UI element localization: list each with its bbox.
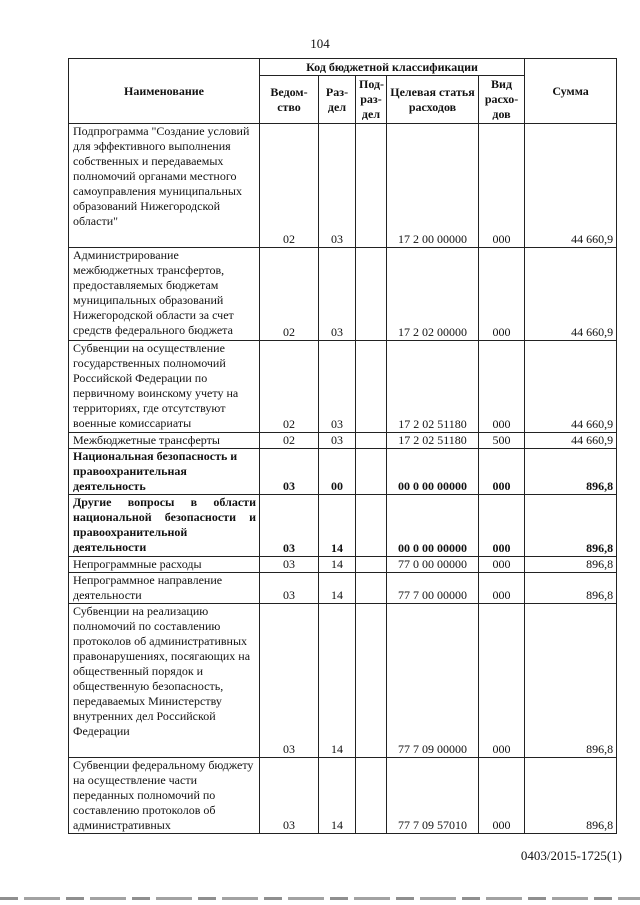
row-target-article: 77 0 00 00000 [387,557,479,573]
row-podrazdel [356,557,387,573]
row-name: Непрограммные расходы [69,557,260,573]
row-vedomstvo: 03 [260,449,319,495]
row-razdel: 14 [319,604,356,758]
table-row [69,495,617,557]
row-sum: 44 660,9 [525,341,617,433]
row-name: Другие вопросы в области национальной безопасности и правоохранительной деятельности [69,495,260,557]
row-name: Межбюджетные трансферты [69,433,260,449]
header-razdel: Раз-дел [319,76,356,124]
row-razdel: 14 [319,557,356,573]
header-name: Наименование [69,59,260,124]
row-expense-type: 000 [479,573,525,604]
row-razdel: 03 [319,248,356,341]
row-expense-type: 000 [479,758,525,834]
row-vedomstvo: 03 [260,495,319,557]
row-razdel: 03 [319,433,356,449]
row-sum: 44 660,9 [525,124,617,248]
row-razdel: 00 [319,449,356,495]
row-razdel: 14 [319,495,356,557]
row-vedomstvo: 02 [260,341,319,433]
scan-edge-artifact [0,897,640,900]
table-row [69,604,617,758]
row-name: Администрирование межбюджетных трансфертов, предоставляемых бюджетам муниципальных образований Нижегородской области за счет средств федерального бюджета [69,248,260,341]
row-target-article: 17 2 02 51180 [387,341,479,433]
row-vedomstvo: 03 [260,758,319,834]
budget-table [68,58,617,834]
row-name: Подпрограмма "Создание условий для эффективного выполнения собственных и передаваемых полномочий органами местного самоуправления муниципальных образований Нижегородской области" [69,124,260,248]
row-name: Субвенции на реализацию полномочий по составлению протоколов об административных правонарушениях, посягающих на общественный порядок и общественную безопасность, передаваемых Министерству внутренних дел Российской Федерации [69,604,260,758]
row-vedomstvo: 03 [260,604,319,758]
row-sum: 896,8 [525,495,617,557]
row-expense-type: 000 [479,449,525,495]
row-podrazdel [356,248,387,341]
row-podrazdel [356,573,387,604]
row-target-article: 00 0 00 00000 [387,449,479,495]
row-expense-type: 000 [479,604,525,758]
row-vedomstvo: 03 [260,557,319,573]
row-expense-type: 500 [479,433,525,449]
header-sum: Сумма [525,59,617,124]
row-sum: 44 660,9 [525,248,617,341]
header-classification-code: Код бюджетной классификации [260,59,525,76]
row-vedomstvo: 02 [260,248,319,341]
row-target-article: 17 2 00 00000 [387,124,479,248]
page-number: 104 [310,36,330,51]
row-expense-type: 000 [479,248,525,341]
row-podrazdel [356,604,387,758]
row-target-article: 00 0 00 00000 [387,495,479,557]
row-target-article: 17 2 02 51180 [387,433,479,449]
row-podrazdel [356,449,387,495]
row-name: Непрограммное направление деятельности [69,573,260,604]
row-podrazdel [356,341,387,433]
row-vedomstvo: 02 [260,433,319,449]
row-name: Субвенции на осуществление государственных полномочий Российской Федерации по первичному воинскому учету на территориях, где отсутствуют военные комиссариаты [69,341,260,433]
row-sum: 44 660,9 [525,433,617,449]
table-row [69,758,617,834]
row-podrazdel [356,124,387,248]
row-razdel: 03 [319,341,356,433]
row-target-article: 77 7 00 00000 [387,573,479,604]
table-row [69,124,617,248]
row-sum: 896,8 [525,449,617,495]
row-name: Национальная безопасность и правоохранительная деятельность [69,449,260,495]
row-sum: 896,8 [525,604,617,758]
row-expense-type: 000 [479,341,525,433]
row-expense-type: 000 [479,495,525,557]
header-target-article: Целевая статья расходов [387,76,479,124]
table-row [69,341,617,433]
header-podrazdel: Под-раз-дел [356,76,387,124]
row-razdel: 03 [319,124,356,248]
row-vedomstvo: 02 [260,124,319,248]
row-expense-type: 000 [479,557,525,573]
row-expense-type: 000 [479,124,525,248]
header-expense-type: Вид расхо-дов [479,76,525,124]
row-target-article: 77 7 09 00000 [387,604,479,758]
row-sum: 896,8 [525,758,617,834]
row-podrazdel [356,495,387,557]
row-sum: 896,8 [525,573,617,604]
table-row [69,433,617,449]
row-target-article: 17 2 02 00000 [387,248,479,341]
table-row [69,449,617,495]
row-razdel: 14 [319,573,356,604]
row-target-article: 77 7 09 57010 [387,758,479,834]
row-razdel: 14 [319,758,356,834]
row-podrazdel [356,433,387,449]
header-vedomstvo: Ведом-ство [260,76,319,124]
table-row [69,573,617,604]
table-row [69,248,617,341]
row-vedomstvo: 03 [260,573,319,604]
row-podrazdel [356,758,387,834]
row-sum: 896,8 [525,557,617,573]
table-row [69,557,617,573]
row-name: Субвенции федеральному бюджету на осуществление части переданных полномочий по составлению протоколов об административных [69,758,260,834]
document-code: 0403/2015-1725(1) [520,848,622,863]
